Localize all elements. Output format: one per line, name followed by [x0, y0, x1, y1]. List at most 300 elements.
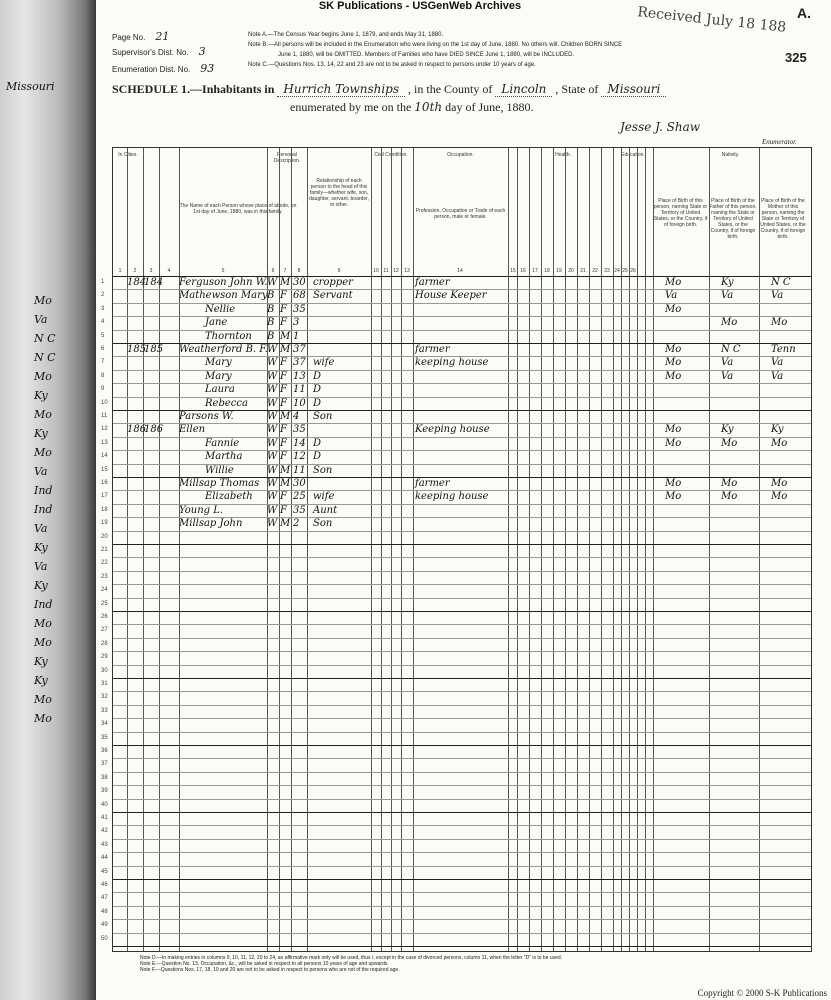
cell-sex: M	[280, 478, 291, 489]
row-number: 38	[101, 774, 108, 781]
cell-family: 184	[144, 277, 164, 288]
row-number: 1	[101, 279, 105, 285]
cell-name: Young L.	[179, 504, 224, 516]
cell-father: Mo	[721, 317, 738, 329]
cell-sex: F	[280, 317, 287, 329]
row-number: 39	[101, 788, 108, 795]
cell-occupation: Keeping house	[415, 424, 490, 436]
cell-name: Ellen	[179, 424, 206, 436]
row-divider	[113, 678, 811, 679]
row-divider	[113, 839, 811, 840]
row-number: 29	[101, 654, 108, 661]
cell-birth: Mo	[665, 344, 682, 355]
row-number: 25	[101, 600, 108, 607]
row-divider	[113, 772, 811, 773]
row-divider	[113, 718, 811, 719]
col-head-occupation: Profession, Occupation or Trade of each person, male or female.	[415, 208, 506, 220]
cell-relation: D	[313, 370, 322, 382]
row-divider	[113, 946, 811, 947]
note-b-cont: June 1, 1880, will be OMITTED. Members of Families who have DIED SINCE June 1, 1880, will be INCLUDED.	[278, 52, 575, 58]
column-number: 1	[118, 268, 122, 274]
row-number: 8	[101, 372, 105, 379]
cell-race: W	[267, 411, 278, 422]
row-number: 33	[101, 707, 108, 714]
column-divider	[267, 148, 268, 951]
column-number: 16	[520, 268, 526, 274]
cell-age: 4	[293, 411, 300, 422]
row-number: 12	[101, 426, 108, 433]
column-number: 8	[297, 268, 301, 274]
cell-birth: Mo	[665, 370, 682, 382]
row-number: 26	[101, 614, 108, 620]
footnotes	[140, 955, 800, 973]
row-divider	[113, 866, 811, 867]
cell-race: W	[267, 357, 278, 369]
cell-name: Willie	[205, 464, 234, 476]
cell-race: W	[267, 464, 278, 476]
strip-entry: Ind	[34, 484, 53, 497]
strip-entry: Ky	[34, 427, 48, 440]
row-number: 20	[101, 533, 108, 540]
row-number: 11	[101, 413, 108, 419]
strip-entry: Mo	[34, 693, 52, 706]
col-head-cities: In Cities.	[118, 152, 138, 158]
cell-occupation: farmer	[415, 478, 450, 489]
cell-age: 11	[293, 464, 306, 476]
column-divider	[517, 148, 518, 951]
row-number: 37	[101, 761, 108, 768]
col-head-father-birthplace: Place of Birth of the Father of this person, naming the State or Territory of United States, or the Country, if of foreign birth.	[709, 198, 757, 240]
strip-entry: Mo	[34, 446, 52, 459]
cell-age: 35	[293, 504, 306, 516]
cell-age: 10	[293, 397, 306, 409]
cell-occupation: House Keeper	[415, 290, 487, 302]
row-number: 13	[101, 439, 108, 446]
row-divider	[113, 825, 811, 826]
note-d: Note D.—In making entries in columns 9, 10, 11, 12, 20 to 24, an affirmative mark only will be used, thus /, except in the case of divorced persons, column 11, when the letter "D" is to be used.	[140, 955, 563, 961]
row-number: 36	[101, 748, 108, 754]
cell-age: 3	[293, 317, 300, 329]
cell-name: Ferguson John W.	[179, 277, 268, 288]
column-number: 10	[373, 268, 379, 274]
cell-sex: M	[280, 411, 291, 422]
row-number: 16	[101, 480, 108, 486]
column-divider	[401, 148, 402, 951]
cell-birth: Mo	[665, 277, 682, 288]
row-divider	[113, 638, 811, 639]
row-divider	[113, 624, 811, 625]
row-number: 5	[101, 332, 105, 339]
cell-relation: D	[313, 384, 322, 396]
cell-mother: Va	[771, 357, 784, 369]
cell-mother: Va	[771, 370, 784, 382]
cell-name: Rebecca	[205, 397, 248, 409]
row-divider	[113, 571, 811, 572]
cell-race: W	[267, 518, 278, 530]
row-number: 41	[101, 815, 108, 821]
column-number: 25	[622, 268, 628, 274]
cell-name: Laura	[205, 384, 235, 396]
cell-sex: F	[280, 504, 287, 516]
note-c: Note C.—Questions Nos. 13, 14, 22 and 23 are not to be asked in respect to persons under 10 years of age.	[248, 62, 536, 68]
row-number: 47	[101, 895, 108, 902]
cell-mother: Ky	[771, 424, 784, 436]
cell-mother: Mo	[771, 478, 788, 489]
column-number: 23	[604, 268, 610, 274]
row-number: 40	[101, 801, 108, 808]
cell-age: 30	[293, 478, 306, 489]
cell-sex: M	[280, 344, 291, 355]
supervisor-line: Supervisor's Dist. No. 3	[112, 45, 206, 58]
cell-name: Mathewson Mary	[179, 290, 268, 302]
cell-family: 186	[144, 424, 164, 436]
column-number: 2	[133, 268, 137, 274]
cell-relation: Son	[313, 411, 333, 422]
cell-birth: Mo	[665, 437, 682, 449]
col-head-health: Health.	[555, 152, 571, 158]
column-divider	[759, 148, 760, 951]
column-number: 5	[221, 268, 225, 274]
cell-race: W	[267, 277, 278, 288]
row-divider	[113, 598, 811, 599]
strip-entry: Mo	[34, 712, 52, 725]
strip-entry: Mo	[34, 617, 52, 630]
cell-dwelling: 184	[127, 277, 147, 288]
enumeration-line: Enumeration Dist. No. 93	[112, 62, 215, 75]
cell-sex: F	[280, 290, 287, 302]
col-head-personal: Personal Description.	[273, 152, 301, 164]
cell-father: Mo	[721, 478, 738, 489]
cell-name: Thornton	[205, 330, 252, 342]
row-divider	[113, 745, 811, 746]
cell-relation: wife	[313, 491, 335, 503]
cell-sex: F	[280, 384, 287, 396]
cell-birth: Mo	[665, 357, 682, 369]
row-divider	[113, 544, 811, 545]
row-number: 23	[101, 573, 108, 580]
cell-age: 12	[293, 451, 306, 463]
strip-entry: Missouri	[6, 80, 55, 93]
cell-name: Elizabeth	[205, 491, 253, 503]
col-head-occupation-group: Occupation.	[447, 152, 474, 158]
cell-race: W	[267, 424, 278, 436]
cell-name: Mary	[205, 357, 232, 369]
row-number: 15	[101, 466, 108, 473]
column-divider	[307, 148, 308, 951]
cell-race: W	[267, 478, 278, 489]
row-number: 9	[101, 386, 105, 393]
row-number: 24	[101, 587, 108, 594]
enumerator-label: Enumerator.	[762, 138, 797, 146]
strip-entry: Va	[34, 465, 48, 478]
cell-father: Mo	[721, 437, 738, 449]
column-number: 22	[592, 268, 598, 274]
note-b: Note B.—All persons will be included in the Enumeration who were living on the 1st day of June, 1880. No others will. Children BORN SINCE	[248, 42, 623, 48]
strip-entry: Ky	[34, 541, 48, 554]
cell-race: W	[267, 397, 278, 409]
column-divider	[143, 148, 144, 951]
row-divider	[113, 852, 811, 853]
cell-relation: D	[313, 451, 322, 463]
column-divider	[413, 148, 414, 951]
sheet-letter: A.	[797, 5, 811, 21]
cell-race: B	[267, 330, 275, 342]
row-divider	[113, 691, 811, 692]
cell-sex: F	[280, 437, 287, 449]
column-divider	[179, 148, 180, 951]
cell-age: 30	[293, 277, 306, 288]
cell-sex: F	[280, 303, 287, 315]
cell-name: Martha	[205, 451, 243, 463]
strip-entry: Mo	[34, 636, 52, 649]
row-number: 6	[101, 346, 105, 352]
column-number: 19	[556, 268, 562, 274]
cell-occupation: keeping house	[415, 357, 489, 369]
row-divider	[113, 531, 811, 532]
row-number: 21	[101, 547, 108, 553]
cell-sex: F	[280, 491, 287, 503]
cell-race: W	[267, 451, 278, 463]
row-divider	[113, 812, 811, 813]
cell-mother: Mo	[771, 317, 788, 329]
cell-sex: F	[280, 370, 287, 382]
schedule-line: SCHEDULE 1.—Inhabitants in Hurrich Townships , in the County of Lincoln , State of Missouri	[112, 82, 812, 97]
column-number: 9	[337, 268, 341, 274]
column-number: 4	[167, 268, 171, 274]
strip-entry: Ky	[34, 389, 48, 402]
cell-mother: Tenn	[771, 344, 796, 355]
col-head-education: Education.	[621, 152, 645, 158]
cell-mother: Mo	[771, 491, 788, 503]
column-divider	[601, 148, 602, 951]
row-number: 43	[101, 841, 108, 848]
cell-sex: M	[280, 330, 291, 342]
row-divider	[113, 705, 811, 706]
cell-age: 37	[293, 344, 306, 355]
cell-father: Va	[721, 357, 734, 369]
column-number: 20	[568, 268, 574, 274]
cell-relation: Son	[313, 464, 333, 476]
cell-sex: F	[280, 397, 287, 409]
row-number: 30	[101, 667, 108, 674]
column-number: 17	[532, 268, 538, 274]
column-divider	[529, 148, 530, 951]
cell-age: 35	[293, 303, 306, 315]
column-number: 7	[283, 268, 287, 274]
strip-entry: Ind	[34, 503, 53, 516]
column-divider	[653, 148, 654, 951]
row-number: 35	[101, 734, 108, 741]
strip-entry: Ind	[34, 598, 53, 611]
received-stamp: Received July 18 188	[636, 4, 787, 36]
cell-sex: F	[280, 451, 287, 463]
cell-name: Weatherford B. F.	[179, 344, 268, 355]
row-number: 22	[101, 560, 108, 567]
cell-sex: F	[280, 357, 287, 369]
cell-race: B	[267, 290, 275, 302]
row-number: 32	[101, 694, 108, 701]
census-table	[101, 147, 812, 952]
cell-relation: wife	[313, 357, 335, 369]
cell-race: W	[267, 344, 278, 355]
row-number: 18	[101, 506, 108, 513]
row-number: 45	[101, 868, 108, 875]
row-number: 27	[101, 627, 108, 634]
cell-age: 25	[293, 491, 306, 503]
cell-race: W	[267, 437, 278, 449]
cell-age: 11	[293, 384, 306, 396]
cell-occupation: farmer	[415, 277, 450, 288]
row-divider	[113, 758, 811, 759]
strip-entry: Va	[34, 313, 48, 326]
strip-entry: Va	[34, 522, 48, 535]
row-divider	[113, 919, 811, 920]
cell-race: W	[267, 384, 278, 396]
archive-banner: SK Publications - USGenWeb Archives	[318, 0, 522, 12]
enumerator-signature: Jesse J. Shaw	[620, 120, 701, 134]
row-divider	[113, 799, 811, 800]
note-a: Note A.—The Census Year begins June 1, 1879, and ends May 31, 1880.	[248, 32, 444, 38]
col-head-mother-birthplace: Place of Birth of the Mother of this person, naming the State or Territory of United States, or the Country, if of foreign birth.	[760, 198, 806, 240]
cell-father: Ky	[721, 424, 734, 436]
row-number: 49	[101, 922, 108, 929]
row-number: 42	[101, 828, 108, 835]
column-divider	[645, 148, 646, 951]
column-divider	[565, 148, 566, 951]
row-divider	[113, 879, 811, 880]
column-divider	[279, 148, 280, 951]
strip-entry: Ky	[34, 579, 48, 592]
cell-relation: Son	[313, 518, 333, 530]
column-divider	[541, 148, 542, 951]
stamped-page-number: 325	[785, 50, 807, 65]
cell-age: 35	[293, 424, 306, 436]
row-number: 48	[101, 908, 108, 915]
column-divider	[709, 148, 710, 951]
strip-entry: Ky	[34, 674, 48, 687]
cell-birth: Mo	[665, 491, 682, 503]
column-number: 11	[383, 268, 389, 274]
adjacent-page-strip	[0, 0, 96, 1000]
row-divider	[113, 665, 811, 666]
col-head-birthplace: Place of Birth of this person, naming State or Territory of United States, or the Country, if of foreign birth.	[653, 198, 708, 228]
cell-age: 37	[293, 357, 306, 369]
cell-father: Ky	[721, 277, 734, 288]
row-divider	[113, 906, 811, 907]
cell-name: Fannie	[205, 437, 240, 449]
cell-sex: M	[280, 518, 291, 530]
row-divider	[113, 557, 811, 558]
column-number: 21	[580, 268, 586, 274]
cell-birth: Mo	[665, 478, 682, 489]
cell-occupation: farmer	[415, 344, 450, 355]
row-number: 4	[101, 319, 105, 326]
column-number: 26	[630, 268, 636, 274]
cell-relation: D	[313, 437, 322, 449]
enumeration-date-line: enumerated by me on the 10th day of June, 1880.	[290, 100, 534, 114]
cell-relation: D	[313, 397, 322, 409]
cell-name: Millsap Thomas	[179, 478, 260, 489]
strip-entry: Mo	[34, 370, 52, 383]
cell-father: Mo	[721, 491, 738, 503]
cell-age: 13	[293, 370, 306, 382]
column-divider	[127, 148, 128, 951]
cell-relation: Aunt	[313, 504, 338, 516]
cell-name: Nellie	[205, 303, 236, 315]
row-divider	[113, 732, 811, 733]
cell-mother: Mo	[771, 437, 788, 449]
column-number: 18	[544, 268, 550, 274]
row-number: 44	[101, 855, 108, 862]
row-number: 14	[101, 453, 108, 460]
cell-race: B	[267, 317, 275, 329]
column-divider	[589, 148, 590, 951]
row-divider	[113, 584, 811, 585]
strip-entry: Va	[34, 560, 48, 573]
column-number: 6	[271, 268, 275, 274]
col-head-civil: Civil Condition.	[374, 152, 408, 158]
cell-relation: Servant	[313, 290, 353, 302]
cell-age: 14	[293, 437, 306, 449]
cell-age: 2	[293, 518, 300, 530]
cell-birth: Mo	[665, 424, 682, 436]
cell-family: 185	[144, 344, 164, 355]
cell-name: Jane	[205, 317, 228, 329]
strip-entry: Mo	[34, 408, 52, 421]
column-divider	[577, 148, 578, 951]
column-number: 15	[510, 268, 516, 274]
cell-dwelling: 186	[127, 424, 147, 436]
col-head-nativity: Nativity.	[721, 152, 740, 158]
column-divider	[553, 148, 554, 951]
row-number: 17	[101, 493, 108, 500]
cell-father: Va	[721, 290, 734, 302]
strip-entry: N C	[34, 351, 56, 364]
col-head-relationship: Relationship of each person to the head of this family—whether wife, son, daughter, servant, boarder, or other.	[309, 178, 369, 208]
cell-name: Mary	[205, 370, 232, 382]
row-divider	[113, 651, 811, 652]
cell-race: W	[267, 504, 278, 516]
header-notes	[248, 30, 788, 70]
strip-entry: Mo	[34, 294, 52, 307]
cell-dwelling: 185	[127, 344, 147, 355]
cell-occupation: keeping house	[415, 491, 489, 503]
cell-sex: M	[280, 464, 291, 476]
cell-sex: F	[280, 424, 287, 436]
cell-mother: N C	[771, 277, 791, 288]
column-number: 3	[149, 268, 153, 274]
row-divider	[113, 785, 811, 786]
cell-mother: Va	[771, 290, 784, 302]
row-number: 19	[101, 520, 108, 527]
note-e: Note E.—Question No. 13, Occupation, &c., will be asked in respect to all persons 10 years of age and upwards.	[140, 961, 389, 967]
column-number: 12	[393, 268, 399, 274]
row-divider	[113, 611, 811, 612]
row-number: 31	[101, 681, 108, 687]
cell-race: W	[267, 491, 278, 503]
row-divider	[113, 933, 811, 934]
cell-race: B	[267, 303, 275, 315]
cell-name: Parsons W.	[179, 411, 234, 422]
row-number: 34	[101, 721, 108, 728]
row-divider	[113, 892, 811, 893]
row-number: 10	[101, 399, 108, 406]
row-number: 2	[101, 292, 105, 299]
cell-age: 1	[293, 330, 300, 342]
strip-entry: N C	[34, 332, 56, 345]
column-divider	[159, 148, 160, 951]
cell-race: W	[267, 370, 278, 382]
